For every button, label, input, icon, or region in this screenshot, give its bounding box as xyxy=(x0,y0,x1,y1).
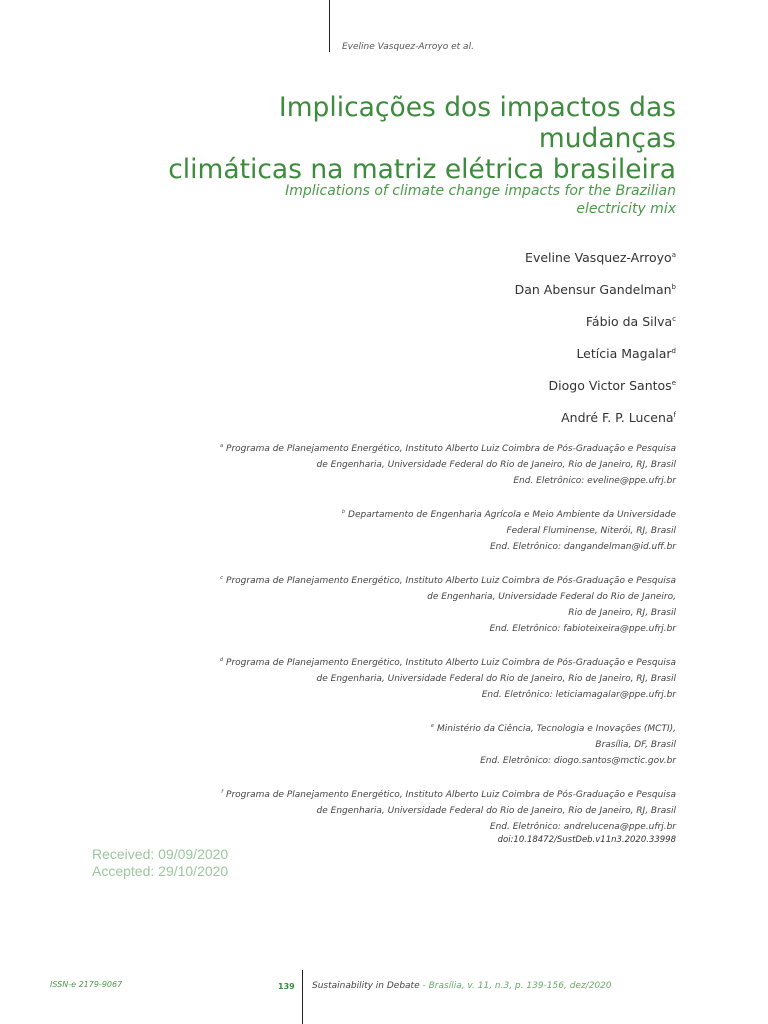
affiliation-line xyxy=(156,504,676,523)
affiliation-text: Programa de Planejamento Energético, Instituto Alberto Luiz Coimbra de Pós-Graduação e Pesquisa xyxy=(226,444,676,454)
affiliation xyxy=(156,504,676,555)
author-name: Dan Abensur Gandelman xyxy=(514,282,672,297)
author-name: Letícia Magalar xyxy=(576,346,672,361)
journal-citation xyxy=(312,981,612,991)
title-line-2: climáticas na matriz elétrica brasileira xyxy=(168,154,676,185)
affiliation-text: Programa de Planejamento Energético, Instituto Alberto Luiz Coimbra de Pós-Graduação e Pesquisa xyxy=(226,658,676,668)
author-mark: e xyxy=(671,379,676,387)
affiliation-mark: b xyxy=(341,509,346,515)
author-mark: c xyxy=(672,315,676,323)
affiliation-line xyxy=(156,438,676,457)
author xyxy=(276,406,676,438)
affiliation-line xyxy=(156,652,676,671)
page-number: 139 xyxy=(278,982,295,991)
article-title xyxy=(156,92,676,185)
affiliation-email: End. Eletrônico: leticiamagalar@ppe.ufrj.br xyxy=(481,690,676,700)
author xyxy=(276,342,676,374)
author xyxy=(276,278,676,310)
affiliation-line: de Engenharia, Universidade Federal do Rio de Janeiro, Rio de Janeiro, RJ, Brasil xyxy=(316,460,676,470)
affiliation-line xyxy=(156,718,676,737)
affiliation xyxy=(156,438,676,489)
author-mark: a xyxy=(671,251,676,259)
footer-divider xyxy=(302,970,303,1024)
article-subtitle xyxy=(236,182,676,218)
doi-link[interactable]: doi:10.18472/SustDeb.v11n3.2020.33998 xyxy=(497,835,676,845)
affiliation-line: Brasília, DF, Brasil xyxy=(595,740,676,750)
affiliation-line: de Engenharia, Universidade Federal do Rio de Janeiro, xyxy=(427,592,676,602)
author xyxy=(276,246,676,278)
affiliation xyxy=(156,570,676,637)
affiliation-mark: c xyxy=(220,575,224,581)
author-name: André F. P. Lucena xyxy=(561,410,674,425)
affiliation-text: Departamento de Engenharia Agrícola e Meio Ambiente da Universidade xyxy=(348,510,676,520)
accepted-date: Accepted: 29/10/2020 xyxy=(92,863,229,879)
subtitle-line-2: electricity mix xyxy=(576,201,676,217)
affiliation-mark: f xyxy=(221,789,224,795)
affiliation-mark: a xyxy=(219,443,224,449)
affiliation xyxy=(156,718,676,769)
affiliation-line: Federal Fluminense, Niterói, RJ, Brasil xyxy=(506,526,676,536)
affiliation-email: End. Eletrônico: eveline@ppe.ufrj.br xyxy=(513,476,676,486)
affiliation-email: End. Eletrônico: dangandelman@id.uff.br xyxy=(490,542,676,552)
affiliation-text: Programa de Planejamento Energético, Instituto Alberto Luiz Coimbra de Pós-Graduação e Pesquisa xyxy=(226,790,676,800)
affiliation-email: End. Eletrônico: andrelucena@ppe.ufrj.br xyxy=(489,822,676,832)
author-mark: d xyxy=(671,347,676,355)
affiliation-line: de Engenharia, Universidade Federal do Rio de Janeiro, Rio de Janeiro, RJ, Brasil xyxy=(316,806,676,816)
header-divider xyxy=(329,0,330,52)
author xyxy=(276,374,676,406)
affiliation-list xyxy=(156,438,676,850)
author-name: Diogo Victor Santos xyxy=(548,378,672,393)
affiliation-email: End. Eletrônico: fabioteixeira@ppe.ufrj.br xyxy=(489,624,676,634)
author-mark: f xyxy=(673,411,676,419)
journal-name: Sustainability in Debate xyxy=(312,981,420,991)
journal-location: - Brasília, v. 11, n.3, p. 139-156, dez/2020 xyxy=(419,981,612,991)
affiliation-mark: e xyxy=(430,723,434,729)
submission-dates xyxy=(92,846,228,880)
author-mark: b xyxy=(671,283,676,291)
author xyxy=(276,310,676,342)
affiliation-text: Programa de Planejamento Energético, Instituto Alberto Luiz Coimbra de Pós-Graduação e Pesquisa xyxy=(226,576,676,586)
affiliation-line xyxy=(156,570,676,589)
affiliation-email: End. Eletrônico: diogo.santos@mctic.gov.br xyxy=(480,756,676,766)
running-head: Eveline Vasquez-Arroyo et al. xyxy=(342,42,474,52)
author-name: Eveline Vasquez-Arroyo xyxy=(525,250,672,265)
title-line-1: Implicações dos impactos das mudanças xyxy=(278,92,676,154)
issn: ISSN-e 2179-9067 xyxy=(50,980,123,989)
affiliation-line: de Engenharia, Universidade Federal do Rio de Janeiro, Rio de Janeiro, RJ, Brasil xyxy=(316,674,676,684)
received-date: Received: 09/09/2020 xyxy=(92,846,229,862)
author-list xyxy=(276,246,676,438)
subtitle-line-1: Implications of climate change impacts for the Brazilian xyxy=(285,183,676,199)
affiliation-text: Ministério da Ciência, Tecnologia e Inovações (MCTI), xyxy=(436,724,676,734)
affiliation-mark: d xyxy=(219,657,224,663)
affiliation xyxy=(156,652,676,703)
affiliation-line xyxy=(156,784,676,803)
affiliation-line: Rio de Janeiro, RJ, Brasil xyxy=(568,608,676,618)
affiliation xyxy=(156,784,676,835)
author-name: Fábio da Silva xyxy=(585,314,673,329)
